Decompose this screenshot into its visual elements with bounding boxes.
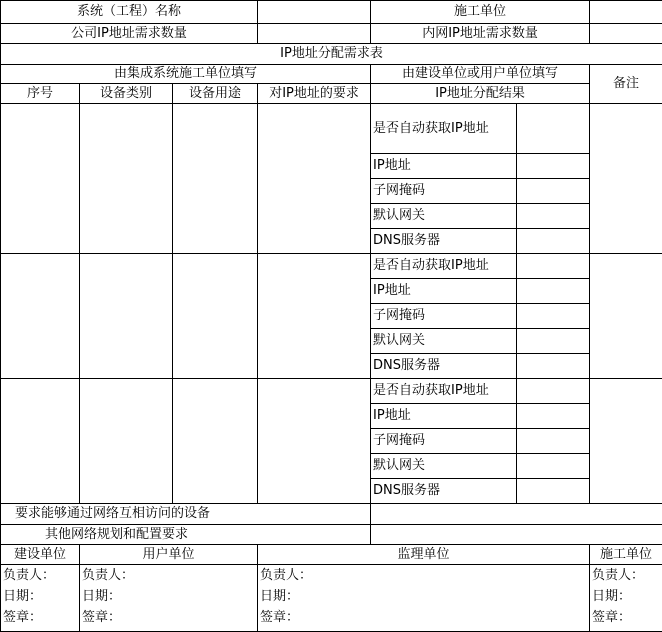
device-2-remarks[interactable] <box>590 254 662 379</box>
device-2-seq[interactable] <box>1 254 80 379</box>
device-3-gateway-label: 默认网关 <box>371 454 517 479</box>
device-1-subnet-label: 子网掩码 <box>371 179 517 204</box>
sign-block-user[interactable] <box>80 565 258 632</box>
construction-unit-label: 施工单位 <box>371 1 590 24</box>
sign-user-date: 日期： <box>82 589 122 604</box>
device-2-ip-requirement[interactable] <box>258 254 371 379</box>
intranet-ip-count-label: 内网IP地址需求数量 <box>371 24 590 44</box>
company-ip-count-label: 公司IP地址需求数量 <box>1 24 258 44</box>
device-3-ip-label: IP地址 <box>371 404 517 429</box>
interconnect-label: 要求能够通过网络互相访问的设备 <box>1 504 371 525</box>
device-2-gateway-value[interactable] <box>517 329 590 354</box>
device-1-gateway-label: 默认网关 <box>371 204 517 229</box>
device-3-type[interactable] <box>80 379 173 504</box>
device-3-auto-ip-value[interactable] <box>517 379 590 404</box>
device-1-type[interactable] <box>80 104 173 254</box>
device-3-ip-requirement[interactable] <box>258 379 371 504</box>
device-3-ip-value[interactable] <box>517 404 590 429</box>
sign-unit-supervisor: 监理单位 <box>258 545 590 565</box>
device-1-dns-label: DNS服务器 <box>371 229 517 254</box>
company-ip-count-value[interactable] <box>258 24 371 44</box>
device-1-gateway-value[interactable] <box>517 204 590 229</box>
sign-owner-date: 日期： <box>3 589 43 604</box>
sign-unit-user: 用户单位 <box>80 545 258 565</box>
sign-user-person: 负责人： <box>82 568 135 583</box>
construction-unit-value[interactable] <box>590 1 662 24</box>
sign-supervisor-date: 日期： <box>260 589 300 604</box>
device-2-type[interactable] <box>80 254 173 379</box>
project-name-label: 系统（工程）名称 <box>1 1 258 24</box>
device-1-subnet-value[interactable] <box>517 179 590 204</box>
device-2-subnet-label: 子网掩码 <box>371 304 517 329</box>
device-1-ip-label: IP地址 <box>371 154 517 179</box>
sign-contractor-seal: 签章： <box>592 610 632 625</box>
device-1-seq[interactable] <box>1 104 80 254</box>
other-planning-value[interactable] <box>371 525 662 545</box>
device-3-dns-label: DNS服务器 <box>371 479 517 504</box>
device-2-subnet-value[interactable] <box>517 304 590 329</box>
remarks-header: 备注 <box>590 65 662 104</box>
table-title: IP地址分配需求表 <box>1 44 662 65</box>
device-2-auto-ip-value[interactable] <box>517 254 590 279</box>
device-3-remarks[interactable] <box>590 379 662 504</box>
col-ip-requirement: 对IP地址的要求 <box>258 84 371 104</box>
sign-supervisor-person: 负责人： <box>260 568 313 583</box>
device-3-auto-ip-label: 是否自动获取IP地址 <box>371 379 517 404</box>
col-device-use: 设备用途 <box>173 84 258 104</box>
device-2-dns-label: DNS服务器 <box>371 354 517 379</box>
sign-block-owner[interactable] <box>1 565 80 632</box>
device-1-ip-requirement[interactable] <box>258 104 371 254</box>
device-3-subnet-label: 子网掩码 <box>371 429 517 454</box>
device-1-auto-ip-label: 是否自动获取IP地址 <box>371 104 517 154</box>
device-2-auto-ip-label: 是否自动获取IP地址 <box>371 254 517 279</box>
sign-unit-owner: 建设单位 <box>1 545 80 565</box>
intranet-ip-count-value[interactable] <box>590 24 662 44</box>
device-1-ip-value[interactable] <box>517 154 590 179</box>
project-name-value[interactable] <box>258 1 371 24</box>
sign-supervisor-seal: 签章： <box>260 610 300 625</box>
device-3-seq[interactable] <box>1 379 80 504</box>
sign-unit-contractor: 施工单位 <box>590 545 662 565</box>
device-1-remarks[interactable] <box>590 104 662 254</box>
sign-owner-seal: 签章： <box>3 610 43 625</box>
sign-block-supervisor[interactable] <box>258 565 590 632</box>
integrator-fill-header: 由集成系统施工单位填写 <box>1 65 371 84</box>
device-1-auto-ip-value[interactable] <box>517 104 590 154</box>
owner-fill-header: 由建设单位或用户单位填写 <box>371 65 590 84</box>
device-1-dns-value[interactable] <box>517 229 590 254</box>
sign-user-seal: 签章： <box>82 610 122 625</box>
device-3-subnet-value[interactable] <box>517 429 590 454</box>
device-3-use[interactable] <box>173 379 258 504</box>
device-2-dns-value[interactable] <box>517 354 590 379</box>
device-2-use[interactable] <box>173 254 258 379</box>
device-1-use[interactable] <box>173 104 258 254</box>
sign-block-contractor[interactable] <box>590 565 662 632</box>
sign-contractor-date: 日期： <box>592 589 632 604</box>
device-2-ip-value[interactable] <box>517 279 590 304</box>
device-2-ip-label: IP地址 <box>371 279 517 304</box>
col-ip-result: IP地址分配结果 <box>371 84 590 104</box>
device-3-gateway-value[interactable] <box>517 454 590 479</box>
other-planning-label: 其他网络规划和配置要求 <box>1 525 371 545</box>
col-device-type: 设备类别 <box>80 84 173 104</box>
col-seq: 序号 <box>1 84 80 104</box>
sign-contractor-person: 负责人： <box>592 568 645 583</box>
device-3-dns-value[interactable] <box>517 479 590 504</box>
device-2-gateway-label: 默认网关 <box>371 329 517 354</box>
interconnect-value[interactable] <box>371 504 662 525</box>
sign-owner-person: 负责人： <box>3 568 56 583</box>
